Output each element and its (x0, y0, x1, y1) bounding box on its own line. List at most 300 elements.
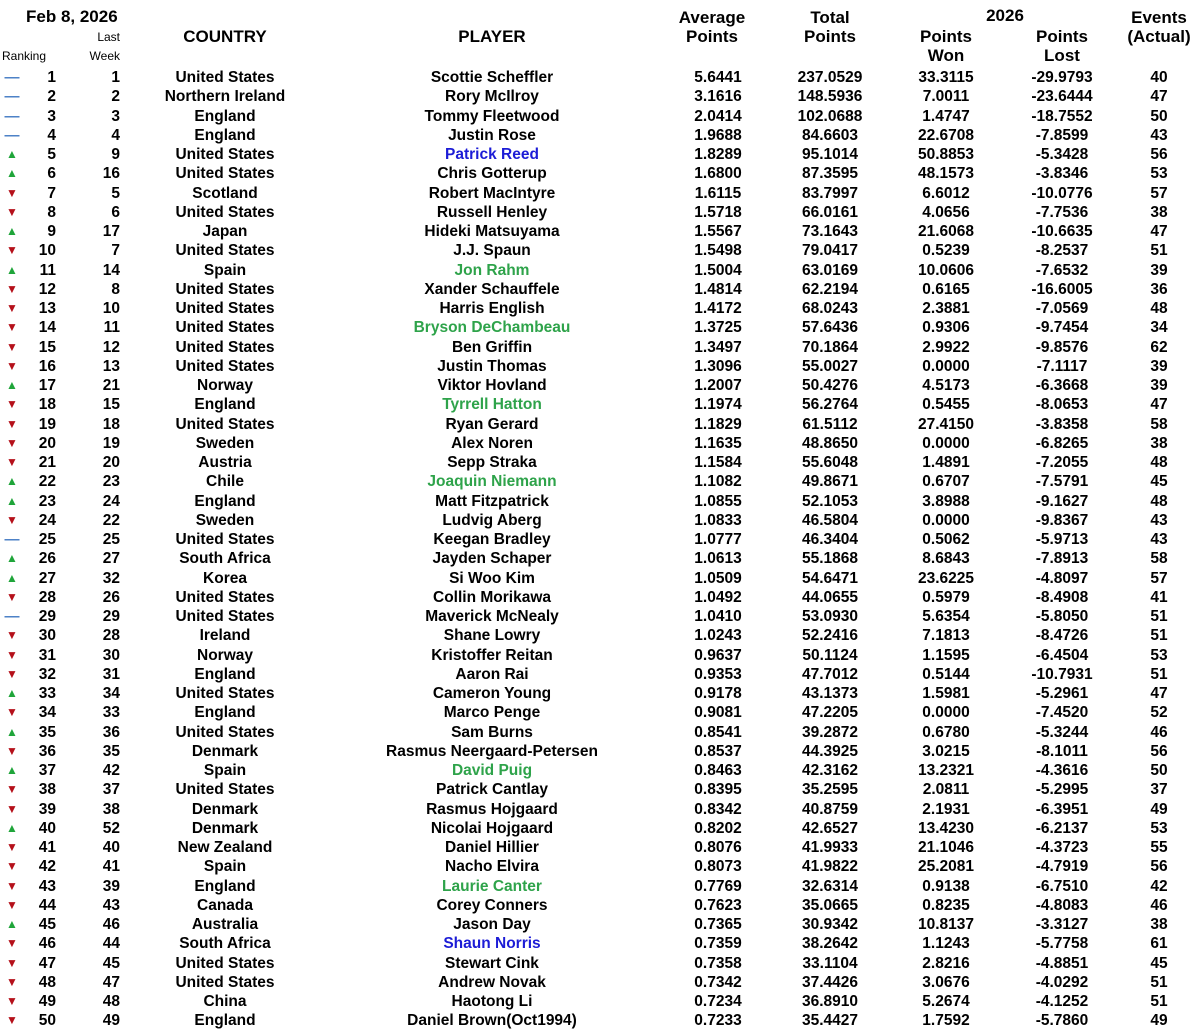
points-lost-cell: -4.8851 (1035, 954, 1089, 972)
table-row (0, 1011, 1200, 1030)
player-cell: Corey Conners (436, 896, 548, 914)
average-points-cell: 1.0492 (694, 588, 742, 606)
events-cell: 39 (1150, 261, 1168, 279)
player-cell: Kristoffer Reitan (431, 646, 553, 664)
average-points-cell: 0.9637 (694, 646, 742, 664)
total-points-cell: 46.3404 (801, 531, 859, 548)
points-lost-cell: -16.6005 (1031, 280, 1093, 298)
arrow-up-icon: ▲ (6, 551, 18, 566)
events-cell: 53 (1150, 819, 1168, 837)
average-points-cell: 0.7234 (694, 993, 742, 1010)
last-week-cell: 42 (102, 762, 120, 779)
player-cell: Rasmus Hojgaard (426, 800, 558, 818)
average-points-cell: 1.0777 (694, 531, 742, 548)
country-cell: South Africa (179, 550, 271, 568)
last-week-cell: 27 (102, 550, 120, 568)
country-cell: Northern Ireland (164, 88, 286, 106)
average-points-cell: 1.0855 (694, 492, 742, 510)
last-week-cell: 16 (102, 165, 120, 183)
points-won-cell: 0.6707 (922, 473, 970, 491)
events-cell: 56 (1150, 742, 1168, 760)
last-week-cell: 2 (111, 88, 120, 106)
rank-cell: 47 (38, 954, 56, 972)
points-won-cell: 2.9922 (922, 338, 970, 356)
events-cell: 48 (1150, 454, 1168, 471)
total-points-cell: 102.0688 (797, 107, 863, 125)
average-points-cell: 0.8073 (694, 858, 742, 876)
points-won-cell: 3.0215 (922, 742, 970, 760)
rank-cell: 32 (38, 665, 56, 683)
table-row (0, 107, 1200, 126)
player-cell: Rasmus Neergaard-Petersen (386, 742, 598, 760)
points-lost-cell: -6.8265 (1035, 434, 1089, 452)
total-points-cell: 55.6048 (801, 454, 859, 471)
total-points-cell: 73.1643 (801, 223, 859, 240)
points-won-cell: 2.0811 (922, 781, 970, 799)
no-change-icon: — (4, 608, 20, 625)
points-won-cell: 1.4891 (922, 454, 970, 471)
table-row (0, 338, 1200, 357)
rank-cell: 4 (47, 126, 56, 144)
arrow-down-icon: ▼ (6, 243, 18, 258)
points-won-cell: 0.0000 (922, 434, 970, 452)
player-cell: Daniel Hillier (445, 839, 539, 856)
points-lost-cell: -4.8083 (1035, 896, 1089, 914)
total-points-cell: 36.8910 (801, 993, 859, 1010)
arrow-down-icon: ▼ (6, 455, 18, 469)
table-row (0, 684, 1200, 703)
arrow-down-icon: ▼ (6, 666, 18, 681)
points-won-cell: 1.1243 (922, 935, 970, 953)
table-row (0, 549, 1200, 568)
country-cell: United States (175, 954, 275, 972)
player-cell: Laurie Canter (442, 877, 542, 895)
points-won-cell: 50.8853 (917, 146, 975, 163)
total-points-cell: 42.6527 (801, 819, 859, 837)
average-points-cell: 5.6441 (694, 69, 742, 86)
country-cell: Spain (203, 762, 247, 779)
arrow-up-icon: ▲ (6, 820, 18, 835)
player-cell: Jon Rahm (454, 261, 530, 279)
player-cell: Viktor Hovland (437, 377, 547, 394)
average-points-cell: 1.4814 (694, 280, 742, 298)
rank-cell: 28 (38, 588, 56, 606)
points-won-cell: 6.6012 (922, 184, 970, 202)
average-points-cell: 0.8541 (694, 723, 742, 741)
country-cell: New Zealand (177, 839, 273, 856)
player-cell: Patrick Reed (445, 146, 539, 163)
table-row (0, 819, 1200, 838)
arrow-down-icon: ▼ (6, 320, 18, 335)
rank-cell: 20 (38, 434, 56, 452)
avg-header-line1: Average (678, 8, 746, 27)
country-cell: Norway (197, 646, 253, 664)
rank-cell: 16 (38, 357, 56, 375)
no-change-icon: — (4, 107, 20, 125)
country-cell: Norway (197, 377, 253, 394)
country-cell: Denmark (191, 742, 259, 760)
country-cell: Denmark (191, 819, 259, 837)
average-points-cell: 0.8202 (694, 819, 742, 837)
table-row (0, 915, 1200, 934)
country-cell: United States (175, 723, 275, 741)
last-week-cell: 19 (102, 434, 120, 452)
average-points-cell: 1.5567 (694, 223, 742, 240)
average-points-cell: 1.3096 (694, 357, 742, 375)
rank-cell: 25 (38, 531, 56, 548)
average-points-cell: 1.1635 (694, 434, 742, 452)
player-cell: David Puig (451, 762, 533, 779)
points-lost-cell: -9.1627 (1035, 492, 1089, 510)
last-week-cell: 14 (102, 261, 120, 279)
points-lost-cell: -10.6635 (1031, 223, 1093, 240)
arrow-up-icon: ▲ (6, 763, 18, 777)
last-week-cell: 3 (111, 107, 120, 125)
rank-cell: 13 (38, 300, 56, 317)
average-points-cell: 0.8395 (694, 781, 742, 799)
points-won-cell: 1.1595 (922, 646, 970, 664)
points-lost-cell: -7.8913 (1035, 550, 1089, 568)
player-cell: Si Woo Kim (449, 569, 535, 587)
country-cell: England (194, 126, 256, 144)
rank-cell: 44 (38, 896, 56, 914)
table-row (0, 376, 1200, 395)
rank-cell: 10 (38, 242, 56, 260)
average-points-cell: 0.7233 (694, 1012, 742, 1030)
table-row (0, 800, 1200, 819)
total-points-cell: 35.0665 (801, 896, 859, 914)
points-won-cell: 3.0676 (922, 973, 970, 991)
player-cell: Cameron Young (432, 685, 552, 702)
table-row (0, 280, 1200, 299)
table-row (0, 761, 1200, 780)
points-won-cell: 2.1931 (922, 800, 970, 818)
rank-cell: 8 (47, 203, 56, 221)
table-row (0, 434, 1200, 453)
last-week-cell: 8 (111, 280, 120, 298)
events-cell: 62 (1150, 338, 1168, 356)
player-cell: Nicolai Hojgaard (430, 819, 554, 837)
average-points-cell: 0.8076 (694, 839, 742, 856)
country-cell: England (194, 877, 256, 895)
country-cell: England (194, 396, 256, 414)
last-week-cell: 30 (102, 646, 120, 664)
average-points-cell: 1.1584 (694, 454, 742, 471)
events-cell: 56 (1150, 146, 1168, 163)
points-lost-cell: -5.7860 (1035, 1012, 1089, 1030)
points-lost-cell: -9.7454 (1035, 319, 1089, 337)
lost-header-line1: Points (1036, 27, 1088, 46)
points-won-cell: 0.8235 (922, 896, 970, 914)
total-points-cell: 53.0930 (801, 608, 859, 625)
arrow-up-icon: ▲ (6, 474, 18, 489)
events-cell: 40 (1150, 69, 1168, 86)
total-points-cell: 32.6314 (801, 877, 859, 895)
table-row (0, 318, 1200, 337)
average-points-cell: 0.9081 (694, 704, 742, 722)
last-week-cell: 5 (111, 184, 120, 202)
arrow-down-icon: ▼ (6, 589, 18, 604)
country-cell: United States (175, 357, 275, 375)
last-week-cell: 4 (111, 126, 120, 144)
player-cell: Matt Fitzpatrick (435, 492, 549, 510)
events-cell: 42 (1150, 877, 1168, 895)
rank-cell: 15 (38, 338, 56, 356)
average-points-cell: 1.0509 (694, 569, 742, 587)
rank-cell: 45 (38, 916, 56, 933)
last-week-cell: 1 (111, 69, 120, 86)
country-cell: United States (175, 973, 275, 991)
events-cell: 58 (1150, 550, 1168, 568)
last-week-cell: 6 (111, 203, 120, 221)
total-points-cell: 56.2764 (801, 396, 859, 414)
country-cell: United States (175, 319, 275, 337)
arrow-down-icon: ▼ (6, 1013, 18, 1028)
table-row (0, 511, 1200, 530)
average-points-cell: 0.7342 (694, 973, 742, 991)
points-lost-cell: -5.2961 (1035, 685, 1089, 702)
points-won-cell: 10.8137 (917, 916, 975, 933)
points-won-cell: 5.6354 (922, 608, 970, 625)
table-row (0, 857, 1200, 876)
last-week-cell: 41 (102, 858, 120, 876)
points-won-cell: 10.0606 (917, 261, 975, 279)
rank-cell: 2 (47, 88, 56, 106)
player-cell: Nacho Elvira (445, 858, 539, 876)
player-cell: Tommy Fleetwood (424, 107, 560, 125)
points-won-cell: 21.6068 (917, 223, 975, 240)
table-row (0, 145, 1200, 164)
country-cell: United States (175, 588, 275, 606)
arrow-down-icon: ▼ (6, 974, 18, 989)
country-cell: Chile (206, 473, 244, 491)
player-cell: Collin Morikawa (433, 588, 551, 606)
table-row (0, 126, 1200, 145)
events-cell: 57 (1150, 569, 1168, 587)
points-lost-cell: -5.7758 (1035, 935, 1089, 953)
points-won-cell: 27.4150 (917, 415, 975, 433)
last-week-cell: 13 (102, 357, 120, 375)
points-lost-cell: -4.0292 (1035, 973, 1089, 991)
average-points-cell: 1.1082 (694, 473, 742, 491)
events-cell: 51 (1150, 665, 1168, 683)
player-cell: Hideki Matsuyama (424, 223, 560, 240)
arrow-down-icon: ▼ (6, 339, 18, 354)
points-lost-cell: -5.9713 (1035, 531, 1089, 548)
rank-cell: 38 (38, 781, 56, 799)
average-points-cell: 1.3497 (694, 338, 742, 356)
last-week-cell: 49 (102, 1012, 120, 1030)
last-week-cell: 40 (102, 839, 120, 856)
events-cell: 51 (1150, 993, 1168, 1010)
rank-cell: 43 (38, 877, 56, 895)
points-lost-cell: -7.7536 (1035, 203, 1089, 221)
last-week-cell: 39 (102, 877, 120, 895)
last-week-cell: 21 (102, 377, 120, 394)
no-change-icon: — (4, 88, 20, 106)
points-lost-cell: -3.3127 (1035, 916, 1089, 933)
last-week-cell: 44 (102, 935, 120, 953)
rank-cell: 31 (38, 646, 56, 664)
points-won-cell: 33.3115 (918, 69, 974, 86)
total-points-cell: 54.6471 (801, 569, 859, 587)
total-points-cell: 63.0169 (801, 261, 859, 279)
won-header-line1: Points (920, 27, 972, 46)
average-points-cell: 1.1829 (694, 415, 742, 433)
rank-cell: 24 (38, 511, 56, 529)
events-cell: 47 (1150, 88, 1168, 106)
events-cell: 43 (1150, 531, 1168, 548)
player-cell: Andrew Novak (438, 973, 546, 991)
average-points-cell: 0.7365 (694, 916, 742, 933)
player-cell: Alex Noren (451, 434, 533, 452)
table-row (0, 203, 1200, 222)
rank-cell: 37 (38, 762, 56, 779)
player-cell: Ludvig Aberg (442, 511, 542, 529)
events-cell: 51 (1150, 608, 1168, 625)
events-cell: 56 (1150, 858, 1168, 876)
player-cell: Justin Rose (448, 126, 536, 144)
rank-cell: 9 (47, 223, 56, 240)
total-points-cell: 55.1868 (801, 550, 859, 568)
arrow-down-icon: ▼ (6, 782, 18, 797)
events-cell: 37 (1150, 781, 1168, 799)
arrow-down-icon: ▼ (6, 301, 18, 315)
total-points-cell: 48.8650 (801, 434, 859, 452)
player-cell: Sam Burns (451, 723, 533, 741)
country-cell: England (194, 665, 256, 683)
points-won-cell: 13.4230 (917, 819, 975, 837)
points-won-cell: 5.2674 (922, 993, 970, 1010)
points-lost-cell: -4.3616 (1035, 762, 1089, 779)
total-points-cell: 35.2595 (801, 781, 859, 799)
last-week-cell: 31 (102, 665, 120, 683)
total-points-cell: 84.6603 (801, 126, 859, 144)
last-week-cell: 11 (103, 319, 120, 337)
points-lost-cell: -6.7510 (1035, 877, 1089, 895)
player-cell: Rory McIlroy (445, 88, 539, 106)
total-points-cell: 237.0529 (797, 69, 863, 86)
lost-header-line2: Lost (1044, 46, 1080, 65)
player-cell: Russell Henley (436, 203, 548, 221)
average-points-cell: 2.0414 (694, 107, 742, 125)
arrow-down-icon: ▼ (6, 204, 18, 219)
events-cell: 52 (1150, 704, 1168, 722)
arrow-down-icon: ▼ (6, 955, 18, 970)
avg-header-line2: Points (686, 27, 738, 46)
rank-cell: 26 (38, 550, 56, 568)
rank-cell: 5 (47, 146, 56, 163)
last-week-cell: 34 (102, 685, 120, 702)
player-cell: Aaron Rai (455, 665, 529, 683)
last-week-cell: 46 (102, 916, 120, 933)
average-points-cell: 1.8289 (694, 146, 742, 163)
player-cell: Harris English (439, 300, 545, 317)
arrow-down-icon: ▼ (6, 512, 18, 527)
table-row (0, 415, 1200, 434)
events-cell: 46 (1150, 723, 1168, 741)
arrow-up-icon: ▲ (6, 724, 18, 739)
last-week-cell: 32 (102, 569, 120, 587)
rank-cell: 12 (38, 280, 56, 298)
total-points-cell: 35.4427 (801, 1012, 859, 1030)
events-cell: 51 (1150, 627, 1168, 645)
events-cell: 45 (1150, 473, 1168, 491)
arrow-down-icon: ▼ (6, 936, 18, 951)
player-cell: Patrick Cantlay (436, 781, 548, 799)
events-cell: 51 (1150, 973, 1168, 991)
table-row (0, 299, 1200, 318)
arrow-down-icon: ▼ (6, 994, 18, 1008)
arrow-down-icon: ▼ (6, 743, 18, 758)
rank-cell: 50 (38, 1012, 56, 1030)
player-cell: Sepp Straka (447, 454, 537, 471)
points-lost-cell: -8.4908 (1035, 588, 1089, 606)
average-points-cell: 0.7623 (694, 896, 742, 914)
arrow-down-icon: ▼ (6, 185, 18, 200)
last-header-line1: Last (97, 30, 120, 44)
last-week-cell: 36 (102, 723, 120, 741)
player-cell: Chris Gotterup (437, 165, 547, 183)
events-cell: 48 (1150, 300, 1168, 317)
total-points-cell: 66.0161 (801, 203, 859, 221)
rank-cell: 7 (47, 184, 56, 202)
table-row (0, 723, 1200, 742)
table-row (0, 588, 1200, 607)
country-cell: United States (175, 608, 275, 625)
last-header-line2: Week (89, 49, 120, 63)
arrow-up-icon: ▲ (6, 224, 18, 238)
points-lost-cell: -5.2995 (1035, 781, 1089, 799)
last-week-cell: 22 (102, 511, 120, 529)
points-lost-cell: -29.9793 (1031, 69, 1093, 86)
points-lost-cell: -6.3951 (1035, 800, 1089, 818)
rank-cell: 27 (38, 569, 56, 587)
events-cell: 51 (1150, 242, 1168, 260)
total-points-cell: 79.0417 (801, 242, 859, 260)
rank-cell: 33 (38, 685, 56, 702)
country-cell: United States (175, 242, 275, 260)
total-points-cell: 43.1373 (801, 685, 859, 702)
points-won-cell: 1.7592 (922, 1012, 970, 1030)
total-points-cell: 46.5804 (801, 511, 859, 529)
last-week-cell: 35 (102, 742, 120, 760)
points-lost-cell: -5.3244 (1035, 723, 1089, 741)
table-row (0, 626, 1200, 645)
total-points-cell: 62.2194 (801, 280, 859, 298)
country-cell: United States (175, 69, 275, 86)
table-row (0, 954, 1200, 973)
country-cell: United States (175, 781, 275, 799)
points-won-cell: 13.2321 (917, 762, 975, 779)
arrow-down-icon: ▼ (6, 705, 18, 720)
arrow-down-icon: ▼ (6, 358, 18, 373)
table-row (0, 492, 1200, 511)
won-header-line2: Won (927, 46, 965, 65)
country-cell: United States (175, 531, 275, 548)
year-header: 2026 (986, 6, 1024, 25)
average-points-cell: 1.0243 (694, 627, 742, 645)
table-row (0, 261, 1200, 280)
table-row (0, 222, 1200, 241)
player-cell: Haotong Li (451, 993, 533, 1010)
arrow-down-icon: ▼ (6, 840, 18, 854)
table-row (0, 703, 1200, 722)
points-lost-cell: -7.8599 (1035, 126, 1089, 144)
total-points-cell: 41.9933 (801, 839, 859, 856)
last-week-cell: 15 (102, 396, 120, 414)
table-row (0, 472, 1200, 491)
